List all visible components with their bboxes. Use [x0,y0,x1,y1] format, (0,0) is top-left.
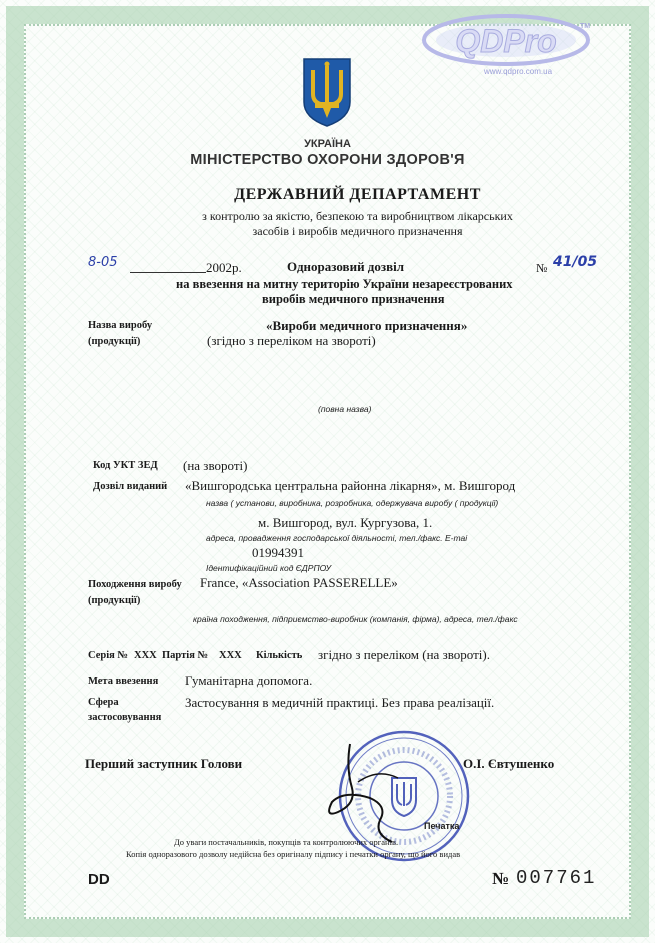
origin-value: France, «Association PASSERELLE» [200,575,398,590]
origin-label-2: (продукції) [88,595,141,606]
department-title: ДЕРЖАВНИЙ ДЕПАРТАМЕНТ [234,186,481,203]
qdpro-tm: TM [580,23,591,30]
issued-value: «Вишгородська центральна районна лікарня», м. Вишгород [185,478,516,493]
serial-prefix: № [492,869,510,888]
full-name-caption: (повна назва) [318,404,372,414]
serial-number: 007761 [516,867,597,889]
issued-label: Дозвіл виданий [93,481,168,492]
permit-subtitle-2: виробів медичного призначення [262,292,445,306]
footer-note-1: До уваги постачальників, покупців та контролюючих органів. [174,837,399,847]
country-name: УКРАЇНА [304,138,351,150]
code-label: Код УКТ ЗЕД [93,460,158,471]
edrpou-value: 01994391 [252,545,304,560]
series-label: Серія № [88,650,128,661]
product-value: «Вироби медичного призначення» [266,318,468,333]
origin-caption: країна походження, підприємство-виробник (компанія, фірма), адреса, тел./факс [193,614,518,624]
purpose-label: Мета ввезення [88,676,159,687]
permit-subtitle-1: на ввезення на митну територію України незареєстрованих [176,277,513,291]
handwritten-signature [318,738,448,853]
series-value: XXX [134,650,157,661]
department-subtitle-2: засобів і виробів медичного призначення [252,224,463,238]
date-handwritten: 8-05 [88,255,118,270]
scope-label-1: Сфера [88,697,119,708]
edrpou-caption: Ідентифікаційний код ЄДРПОУ [206,563,332,573]
department-subtitle-1: з контролю за якістю, безпекою та виробництвом лікарських [202,209,513,223]
date-underline [130,272,206,273]
batch-value: XXX [219,650,242,661]
signatory-position: Перший заступник Голови [85,756,243,771]
signatory-name: О.І. Євтушенко [463,756,555,771]
batch-label: Партія № [162,650,209,661]
permit-number-prefix: № [536,261,548,275]
footer-note-2: Копія одноразового дозволу недійсна без оригіналу підпису і печатки органу, що його видав [126,849,461,859]
qdpro-url: www.qdpro.com.ua [483,67,553,76]
permit-title: Одноразовий дозвіл [287,259,405,274]
scope-value: Застосування в медичній практиці. Без права реалізації. [185,695,495,710]
issued-caption: назва ( установи, виробника, розробника, одержувача виробу ( продукції) [206,498,499,508]
code-value: (на звороті) [183,458,248,473]
product-label-1: Назва виробу [88,320,153,331]
qdpro-brand: QDPro [455,23,557,59]
address-value: м. Вишгород, вул. Кургузова, 1. [258,515,433,530]
series-code: DD [88,871,110,888]
date-year: 2002р. [206,260,242,275]
permit-number-handwritten: 41/05 [553,254,598,270]
quantity-value: згідно з переліком (на звороті). [318,647,490,662]
product-value-2: (згідно з переліком на звороті) [207,333,376,348]
address-caption: адреса, провадження господарської діяльності, тел./факс. E-mai [206,533,468,543]
origin-label-1: Походження виробу [88,579,182,590]
scope-label-2: застосовування [88,712,162,723]
ministry-name: МІНІСТЕРСТВО ОХОРОНИ ЗДОРОВ'Я [190,152,465,168]
ukraine-trident-icon [301,56,353,133]
product-label-2: (продукції) [88,336,141,347]
purpose-value: Гуманітарна допомога. [185,673,313,688]
qdpro-watermark-logo [422,10,594,80]
stamp-caption: Печатка [424,821,460,831]
quantity-label: Кількість [256,650,303,661]
